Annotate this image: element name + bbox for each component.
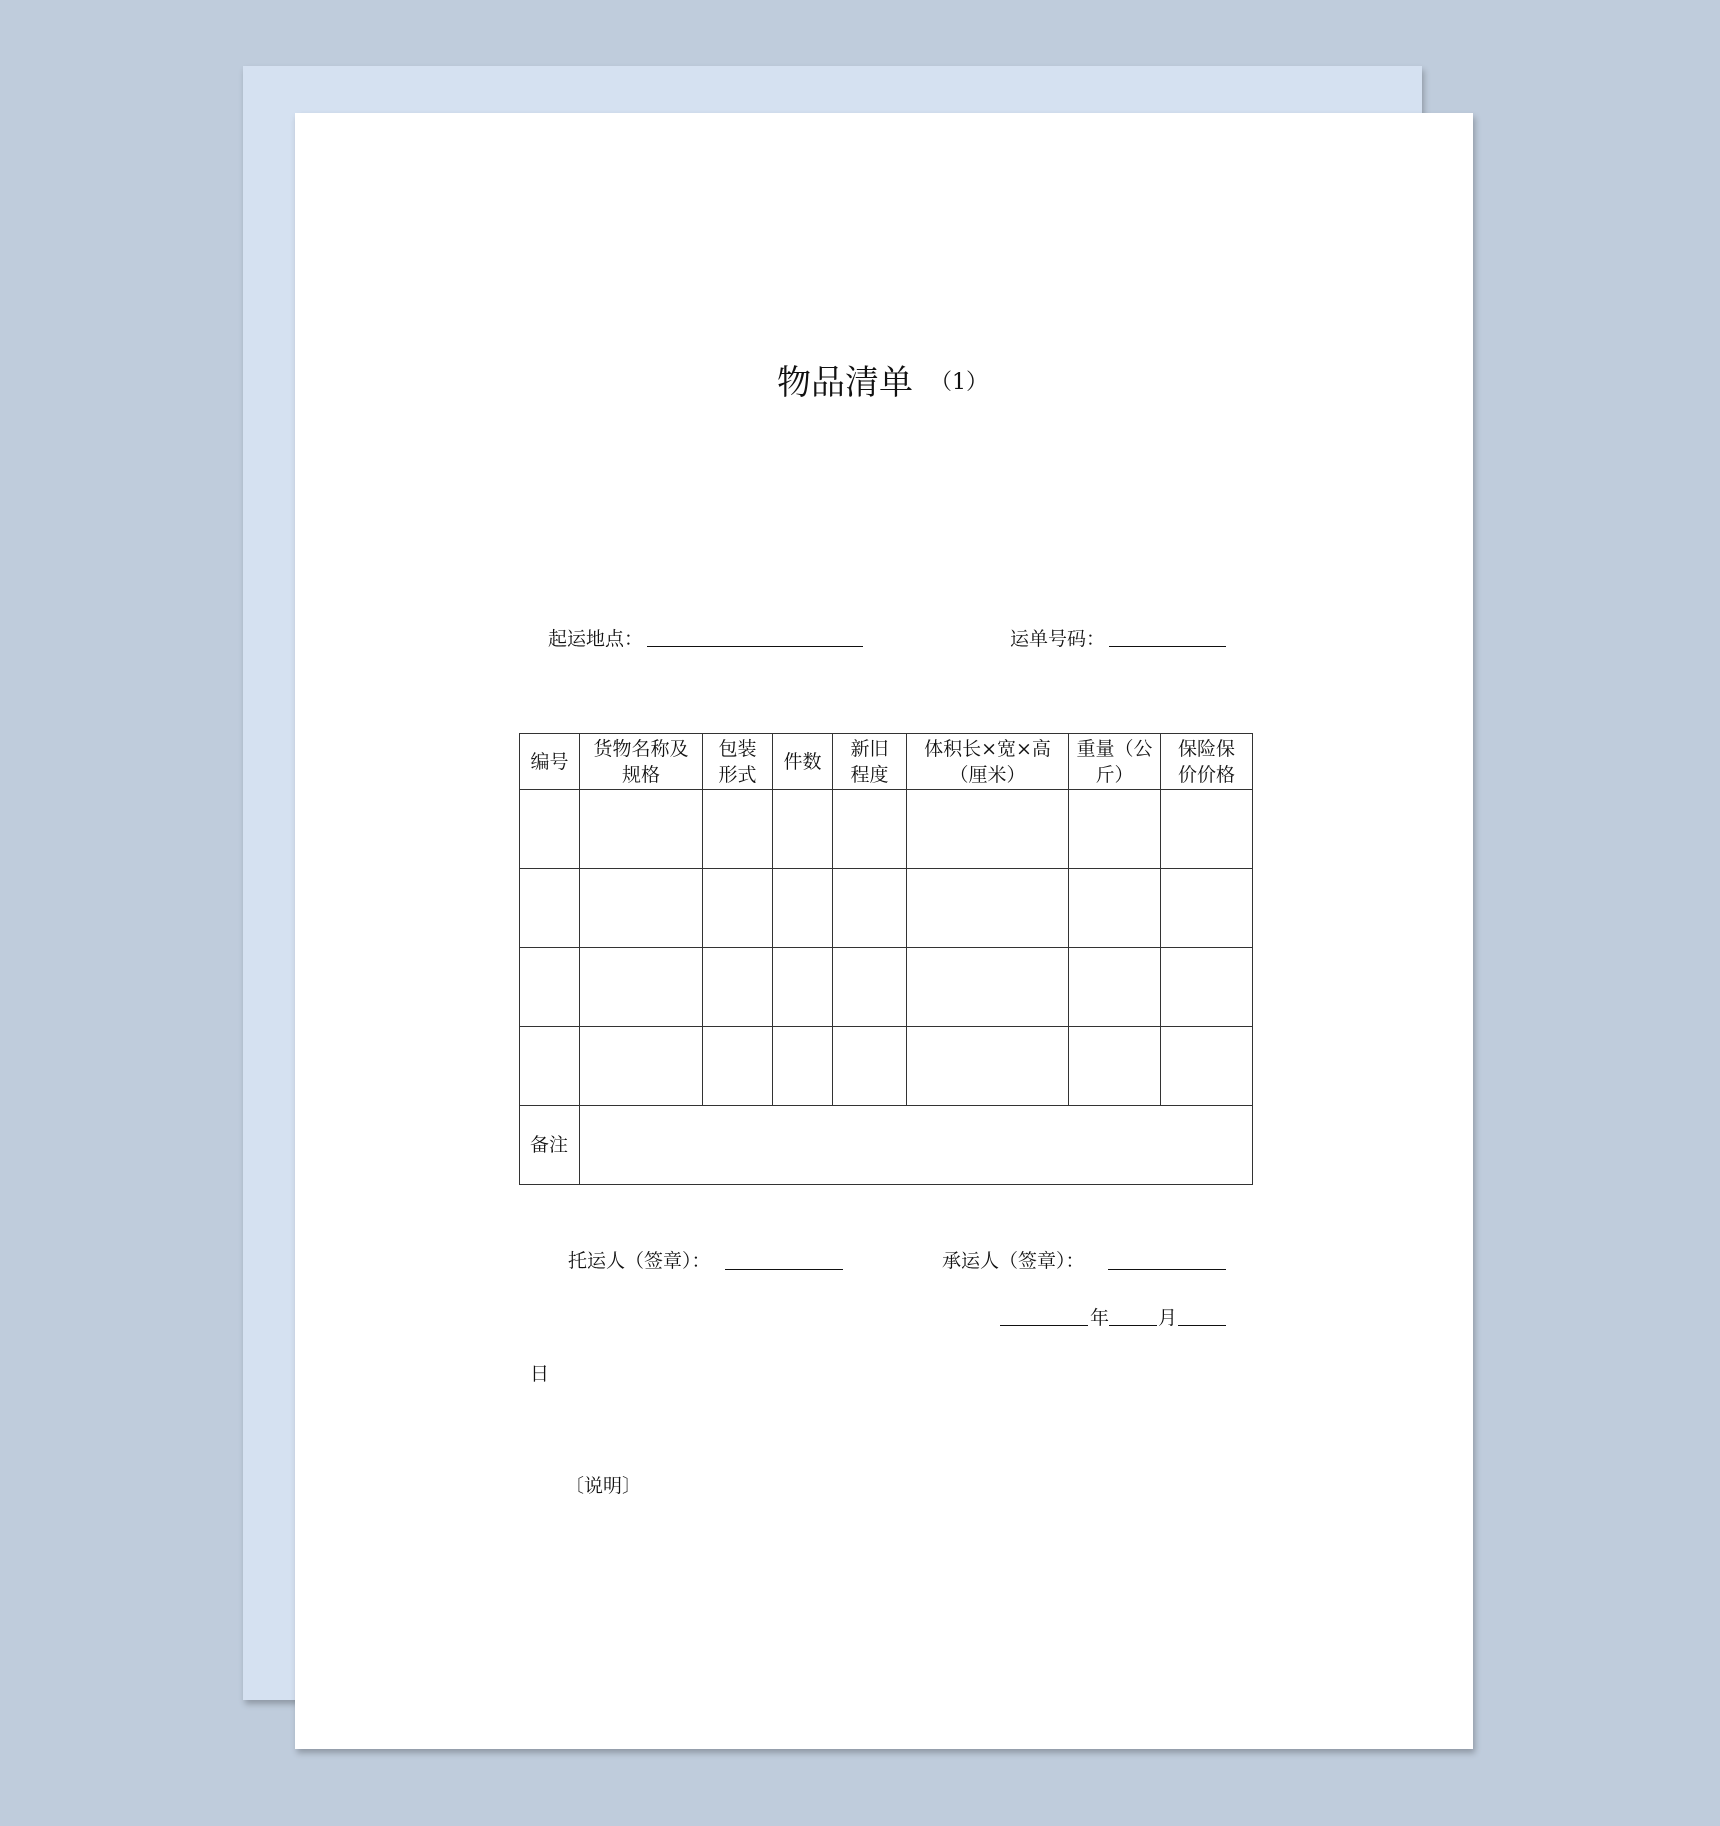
waybill-label: 运单号码： <box>1010 628 1106 650</box>
table-cell[interactable] <box>1069 1027 1161 1106</box>
month-label: 月 <box>1158 1307 1178 1329</box>
note-cell[interactable] <box>580 1106 1253 1185</box>
table-cell[interactable] <box>907 1027 1069 1106</box>
table-cell[interactable] <box>703 1027 773 1106</box>
column-header-line: 货物名称及 <box>593 737 689 760</box>
origin-field[interactable] <box>647 646 863 647</box>
table-cell[interactable] <box>907 790 1069 869</box>
table-cell[interactable] <box>520 790 580 869</box>
table-cell[interactable] <box>1069 948 1161 1027</box>
table-cell[interactable] <box>833 869 907 948</box>
column-header-line: 件数 <box>783 750 822 773</box>
column-header-line: 重量（公 <box>1076 737 1153 760</box>
table-cell[interactable] <box>703 869 773 948</box>
table-cell[interactable] <box>580 869 703 948</box>
table-cell[interactable] <box>773 790 833 869</box>
table-cell[interactable] <box>773 948 833 1027</box>
column-header <box>1161 734 1253 790</box>
table-cell[interactable] <box>833 948 907 1027</box>
table-row <box>520 869 1253 948</box>
column-header-line: 价价格 <box>1177 763 1235 786</box>
note-row <box>520 1106 1253 1185</box>
table-header-row <box>520 734 1253 790</box>
day-field[interactable] <box>1178 1325 1226 1326</box>
table-cell[interactable] <box>1161 1027 1253 1106</box>
column-header-line: 保险保 <box>1177 737 1235 760</box>
table-cell[interactable] <box>580 948 703 1027</box>
month-field[interactable] <box>1109 1325 1157 1326</box>
column-header <box>833 734 907 790</box>
column-header <box>907 734 1069 790</box>
note-label: 备注 <box>520 1106 580 1185</box>
goods-table <box>519 733 1253 1185</box>
table-row <box>520 948 1253 1027</box>
shipper-label: 托运人（签章）： <box>568 1250 711 1272</box>
table-row <box>520 790 1253 869</box>
carrier-signature-field[interactable] <box>1108 1269 1226 1270</box>
column-header <box>580 734 703 790</box>
column-header-line: 体积长×宽×高 <box>924 737 1051 760</box>
table-cell[interactable] <box>907 948 1069 1027</box>
table-cell[interactable] <box>703 948 773 1027</box>
table-cell[interactable] <box>520 1027 580 1106</box>
table-cell[interactable] <box>833 1027 907 1106</box>
carrier-label: 承运人（签章）： <box>942 1250 1085 1272</box>
table-cell[interactable] <box>773 1027 833 1106</box>
table-cell[interactable] <box>520 948 580 1027</box>
explanation-label: 〔说明〕 <box>565 1475 642 1497</box>
column-header <box>703 734 773 790</box>
document-title: 物品清单 <box>777 363 913 403</box>
table-cell[interactable] <box>1161 869 1253 948</box>
column-header-line: 新旧 <box>850 737 889 760</box>
column-header <box>520 734 580 790</box>
table-cell[interactable] <box>580 1027 703 1106</box>
shipper-signature-field[interactable] <box>725 1269 843 1270</box>
column-header-line: （厘米） <box>949 763 1026 786</box>
column-header-line: 程度 <box>850 763 889 786</box>
table-cell[interactable] <box>580 790 703 869</box>
origin-label: 起运地点： <box>548 628 644 650</box>
document-title-number: （1） <box>930 370 988 395</box>
column-header-line: 编号 <box>530 750 569 773</box>
column-header-line: 形式 <box>718 763 757 786</box>
day-label: 日 <box>530 1363 550 1385</box>
column-header-line: 包装 <box>718 737 757 760</box>
table-cell[interactable] <box>907 869 1069 948</box>
table-cell[interactable] <box>703 790 773 869</box>
table-row <box>520 1027 1253 1106</box>
column-header-line: 规格 <box>621 763 660 786</box>
year-field[interactable] <box>1000 1325 1088 1326</box>
table-cell[interactable] <box>520 869 580 948</box>
table-cell[interactable] <box>1161 948 1253 1027</box>
waybill-field[interactable] <box>1109 646 1226 647</box>
column-header <box>773 734 833 790</box>
table-cell[interactable] <box>773 869 833 948</box>
year-label: 年 <box>1090 1307 1110 1329</box>
table-cell[interactable] <box>1161 790 1253 869</box>
table-cell[interactable] <box>833 790 907 869</box>
column-header-line: 斤） <box>1095 763 1134 786</box>
table-cell[interactable] <box>1069 790 1161 869</box>
column-header <box>1069 734 1161 790</box>
document-page <box>295 113 1473 1749</box>
table-cell[interactable] <box>1069 869 1161 948</box>
